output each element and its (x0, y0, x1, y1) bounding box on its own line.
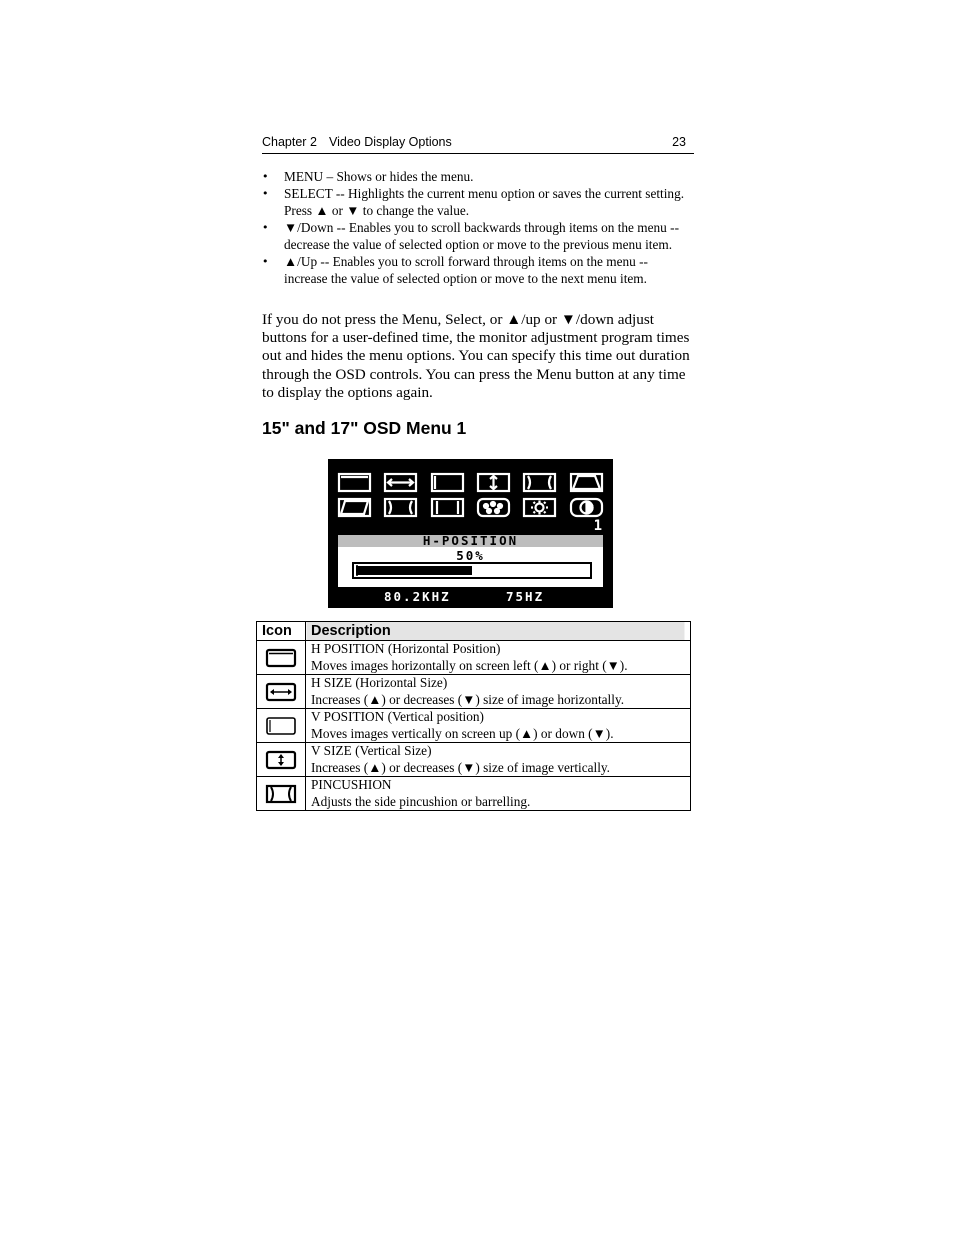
row-title: V SIZE (Vertical Size) (311, 743, 432, 758)
bullet-icon: • (262, 187, 269, 201)
row-title: H POSITION (Horizontal Position) (311, 641, 501, 656)
v-position-icon (265, 716, 297, 736)
pincushion-icon (265, 784, 297, 804)
table-row (257, 675, 691, 709)
chapter-label: Chapter 2 (262, 135, 317, 149)
h-position-icon (265, 648, 297, 668)
list-item (262, 254, 694, 288)
list-item-text: ▼/Down -- Enables you to scroll backwards through items on the menu -- decrease the value of selected option or move to the previous menu item. (284, 220, 679, 253)
bullet-icon: • (262, 255, 269, 269)
h-size-icon (385, 474, 416, 491)
table-row (257, 709, 691, 743)
button-list (262, 169, 694, 289)
table-row (257, 641, 691, 675)
page-header (262, 134, 694, 154)
pincushion-icon (524, 474, 555, 491)
row-text: Moves images horizontally on screen left (▲) or right (▼). (311, 657, 628, 673)
osd-value: 50% (456, 548, 485, 563)
v-frequency: 75HZ (506, 589, 545, 604)
list-item-text: ▲/Up -- Enables you to scroll forward through items on the menu -- increase the value of selected option or move to the next menu item. (284, 254, 648, 287)
header-icon: Icon (257, 622, 306, 641)
table-header-row (257, 622, 691, 641)
v-size-icon (478, 474, 509, 491)
icon-description-table (256, 621, 691, 811)
freq-band (338, 587, 603, 608)
row-title: H SIZE (Horizontal Size) (311, 675, 448, 690)
trapezoid-icon (571, 474, 602, 491)
osd-screenshot (328, 459, 613, 608)
body-paragraph: If you do not press the Menu, Select, or ▲/up or ▼/down adjust buttons for a user-defined time, the monitor adjustment program times out and hides the menu options. You can specify this time out duration through the OSD controls. You can press the Menu button at any time to display the options again. (262, 311, 690, 401)
parallelogram-icon (339, 499, 370, 516)
row-title: PINCUSHION (311, 777, 392, 792)
contrast-icon (571, 499, 602, 516)
page-number: 23 (672, 135, 686, 149)
menu-number: 1 (593, 518, 602, 534)
v-size-icon (265, 750, 297, 770)
color-icon (478, 499, 509, 516)
pin-balance-icon (385, 499, 416, 516)
row-text: Adjusts the side pincushion or barrelling. (311, 793, 531, 809)
list-item (262, 169, 694, 186)
row-text: Moves images vertically on screen up (▲) or down (▼). (311, 725, 614, 741)
h-frequency: 80.2KHZ (384, 589, 451, 604)
section-title: 15" and 17" OSD Menu 1 (262, 418, 467, 438)
bullet-icon: • (262, 170, 269, 183)
row-text: Increases (▲) or decreases (▼) size of image horizontally. (311, 691, 625, 707)
list-item-text: MENU – Shows or hides the menu. (284, 169, 474, 184)
v-position-icon (432, 474, 463, 491)
header-description: Description (306, 622, 691, 641)
list-item-text: SELECT -- Highlights the current menu option or saves the current setting. Press ▲ or ▼ to change the value. (284, 186, 685, 219)
bullet-icon: • (262, 221, 269, 235)
osd-label: H-POSITION (422, 533, 519, 548)
slider-fill (356, 566, 472, 575)
h-size-icon (265, 682, 297, 702)
row-title: V POSITION (Vertical position) (311, 709, 484, 724)
list-item (262, 220, 694, 254)
chapter-title: Video Display Options (329, 135, 452, 149)
table-row (257, 743, 691, 777)
rotation-icon (432, 499, 463, 516)
list-item (262, 186, 694, 220)
brightness-icon (524, 499, 555, 516)
row-text: Increases (▲) or decreases (▼) size of image vertically. (311, 759, 611, 775)
table-row (257, 777, 691, 811)
h-position-icon (339, 474, 370, 491)
